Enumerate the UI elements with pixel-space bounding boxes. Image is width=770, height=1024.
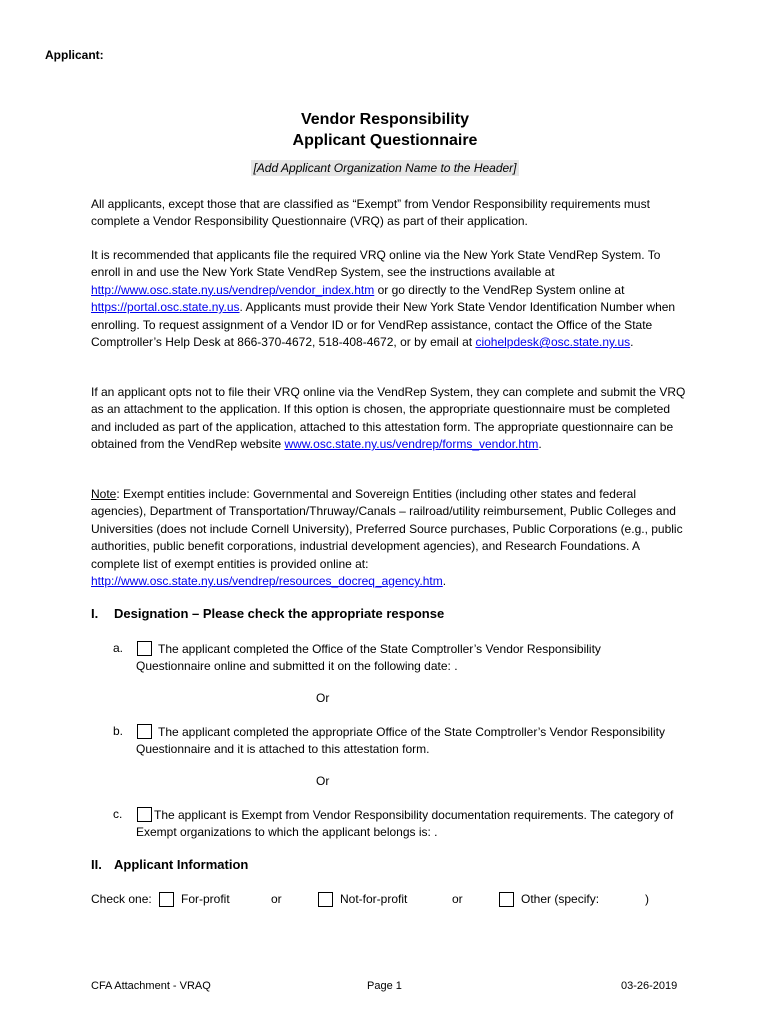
option-a-text: The applicant completed the Office of the State Comptroller’s Vendor Responsibility Questionnaire online and submitted it on the following date: . — [136, 642, 601, 674]
portal-link[interactable]: https://portal.osc.state.ny.us — [91, 300, 240, 315]
option-c-text: The applicant is Exempt from Vendor Responsibility documentation requirements. The category of Exempt organizations to which the applicant belongs is: . — [136, 808, 674, 840]
option-b-letter: b. — [113, 724, 124, 738]
not-for-profit-label: Not-for-profit — [340, 892, 408, 906]
not-for-profit-checkbox[interactable] — [318, 892, 333, 907]
exempt-note-paragraph — [91, 486, 691, 590]
recommend-text-1: It is recommended that applicants file the required VRQ online via the New York State VendRep System. To enroll in and use the New York State VendRep System, see the instructions available at — [91, 248, 661, 280]
page-title: Vendor Responsibility — [300, 111, 470, 128]
or-text: or — [452, 892, 463, 906]
header-instruction — [0, 161, 770, 175]
or-separator: Or — [316, 691, 330, 705]
vendrep-recommendation-paragraph — [91, 247, 691, 351]
vendor-index-link[interactable]: http://www.osc.state.ny.us/vendrep/vendor_index.htm — [91, 282, 375, 297]
offline-text-1: If an applicant opts not to file their VRQ online via the VendRep System, they can complete and submit the VRQ as an attachment to the application. If this option is chosen, the appropriate questionnaire must be completed and included as part of the application, attached to this attestation form. The appropriate questionnaire can be obtained from the VendRep website — [91, 385, 686, 452]
footer-left: CFA Attachment - VRAQ — [91, 980, 211, 992]
note-text-1: : Exempt entities include: Governmental and Sovereign Entities (including other states and federal agencies), Department of Transportation/Thruway/Canals – railroad/utility reimbursement, Public Colleges and Universities (does not include Cornell University), Preferred Source purchases, Public Corporations (e.g., public authorities, public benefit corporations, industrial development agencies), and Research Foundations. A complete list of exempt entities is provided online at: — [91, 487, 683, 571]
other-label: Other (specify: — [521, 892, 600, 906]
recommend-text-3: . Applicants must provide their New York State Vendor Identification Number when enrolling. To request assignment of a Vendor ID or for VendRep assistance, contact the Office of the State Comptroller’s Help Desk at 866-370-4672, 518-408-4672, or by email at — [91, 300, 676, 350]
section-numeral: II. — [91, 857, 102, 872]
note-text-2: . — [442, 574, 447, 589]
option-c-letter: c. — [113, 807, 123, 821]
section-heading-text: Applicant Information — [114, 857, 249, 872]
or-separator: Or — [316, 774, 330, 788]
helpdesk-email-link[interactable]: ciohelpdesk@osc.state.ny.us — [475, 335, 631, 350]
check-one-label: Check one: — [91, 892, 152, 906]
footer-date: 03-26-2019 — [621, 980, 678, 992]
section-heading-text: Designation – Please check the appropriate response — [114, 606, 445, 621]
other-checkbox[interactable] — [499, 892, 514, 907]
recommend-text-2: or go directly to the VendRep System online at — [374, 282, 625, 297]
footer-page-number: Page 1 — [367, 980, 402, 992]
header-instruction-text: [Add Applicant Organization Name to the Header] — [253, 161, 517, 175]
option-b-text: The applicant completed the appropriate Office of the State Comptroller’s Vendor Responsibility Questionnaire and it is attached to this attestation form. — [136, 725, 665, 757]
intro-paragraph: All applicants, except those that are classified as “Exempt” from Vendor Responsibility requirements must complete a Vendor Responsibility Questionnaire (VRQ) as part of their application. — [91, 197, 650, 229]
section-applicant-info-heading — [91, 857, 248, 872]
page-subtitle: Applicant Questionnaire — [292, 132, 478, 149]
offline-option-paragraph — [91, 384, 691, 454]
for-profit-checkbox[interactable] — [159, 892, 174, 907]
or-text: or — [271, 892, 282, 906]
other-close-paren: ) — [645, 892, 649, 906]
option-a-letter: a. — [113, 641, 124, 655]
applicant-label: Applicant: — [45, 48, 104, 62]
for-profit-label: For-profit — [181, 892, 230, 906]
section-numeral: I. — [91, 606, 99, 621]
offline-text-2: . — [538, 437, 542, 452]
forms-vendor-link[interactable]: www.osc.state.ny.us/vendrep/forms_vendor.htm — [284, 437, 539, 452]
note-label: Note — [91, 487, 117, 501]
section-designation-heading — [91, 606, 444, 621]
exempt-agency-link[interactable]: http://www.osc.state.ny.us/vendrep/resources_docreq_agency.htm — [91, 574, 443, 589]
recommend-text-4: . — [630, 335, 634, 350]
